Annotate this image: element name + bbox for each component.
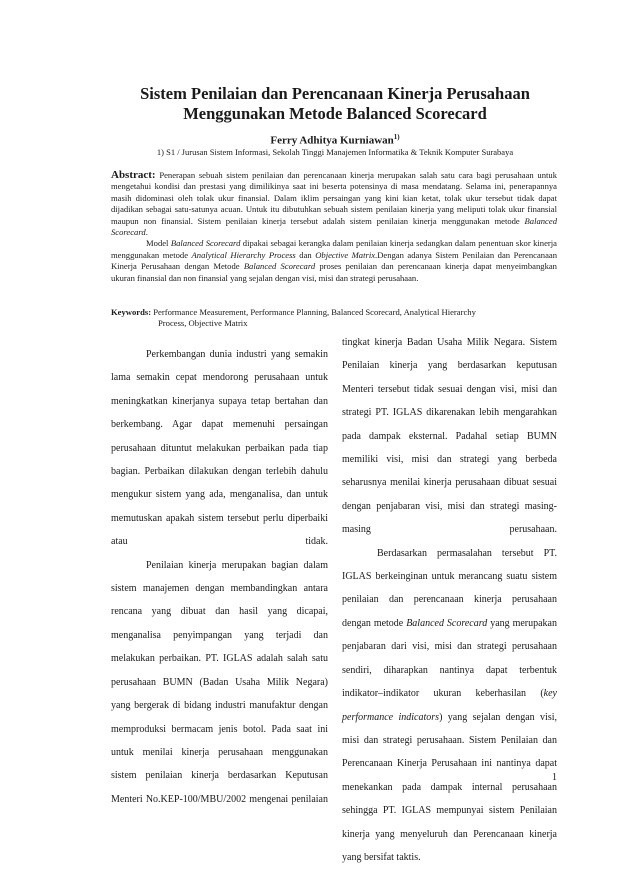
abstract bbox=[111, 170, 557, 284]
left-paragraph-1: Perkembangan dunia industri yang semakin lama semakin cepat mendorong perusahaan untuk meningkatkan kinerjanya supaya tetap bertahan dan berkembang. Agar dapat memenuhi persaingan perusahaan dituntut melakukan perbaikan pada tiap bagian. Perbaikan dilakukan dengan terlebih dahulu mengukur sistem yang ada, menganalisa, dan untuk memutuskan apakah sistem tersebut perlu diperbaiki atau tidak. bbox=[111, 349, 328, 548]
page-number: 1 bbox=[552, 772, 557, 783]
abstract-paragraph-2: Model Balanced Scorecard dipakai sebagai kerangka dalam penilaian kinerja sedangkan dalam penentuan skor kinerja menggunakan metode Analytical Hierarchy Process dan Objective Matrix.Dengan adanya Sistem Penilaian dan Perencanaan Kinerja Perusahaan dengan Metode Balanced Scorecard proses penilaian dan perencanaan kinerja dapat menyeimbangkan ukuran finansial dan non finansial yang sejalan dengan visi, misi dan strategi perusahaan. bbox=[111, 238, 557, 283]
author-superscript: 1) bbox=[393, 133, 400, 141]
keywords-line-2: Process, Objective Matrix bbox=[158, 318, 248, 329]
abstract-paragraph-1: Abstract: Penerapan sebuah sistem penilaian dan perencanaan kinerja merupakan salah satu cara bagi perusahaan untuk mengetahui kondisi dan prestasi yang dimilikinya saat ini beserta potensinya di masa mendatang. Selama ini, penerapannya masih didominasi oleh tolak ukur finansial. Dalam iklim persaingan yang kini kian ketat, tolak ukur tersebut tidak dapat dijadikan sebagai satu-satunya acuan. Untuk itu dibutuhkan sebuah sistem penilaian kinerja yang meliputi tolak ukur finansial maupun non finansial. Sistem penilaian kinerja tersebut adalah sistem penilaian kinerja menggunakan metode Balanced Scorecard. bbox=[111, 169, 557, 238]
body-left-column bbox=[111, 343, 328, 811]
keywords bbox=[111, 307, 557, 330]
left-paragraph-2: Penilaian kinerja merupakan bagian dalam sistem manajemen dengan membandingkan antara rencana yang dibuat dan hasil yang dicapai, menganalisa penyimpangan yang terjadi dan melakukan perbaikan. PT. IGLAS adalah salah satu perusahaan BUMN (Badan Usaha Milik Negara) yang bergerak di bidang industri manufaktur dengan memproduksi bermacam jenis botol. Pada saat ini untuk menilai kinerja perusahaan menggunakan sistem penilaian kinerja berdasarkan Keputusan Menteri No.KEP-100/MBU/2002 mengenai penilaian bbox=[111, 559, 328, 805]
author-name: Ferry Adhitya Kurniawan bbox=[270, 134, 394, 147]
paper-title bbox=[100, 84, 570, 124]
title-line-1: Sistem Penilaian dan Perencanaan Kinerja Perusahaan bbox=[140, 84, 530, 103]
right-paragraph-2: Berdasarkan permasalahan tersebut PT. IGLAS berkeinginan untuk merancang suatu sistem penilaian dan perencanaan kinerja perusahaan dengan metode Balanced Scorecard yang merupakan penjabaran dari visi, misi dan strategi perusahaan sendiri, diharapkan nantinya dapat terbentuk indikator–indikator ukuran keberhasilan (key performance indicators) yang sejalan dengan visi, misi dan strategi perusahaan. Sistem Penilaian dan Perencanaan Kinerja Perusahaan ini nantinya dapat menekankan pada dampak internal perusahaan sehingga PT. IGLAS mempunyai sistem Penilaian kinerja yang menyeluruh dan Perencanaan kinerja yang bersifat taktis. bbox=[342, 547, 558, 863]
abstract-label: Abstract: bbox=[111, 169, 156, 181]
affiliation: 1) S1 / Jurusan Sistem Informasi, Sekolah Tinggi Manajemen Informatika & Teknik Komputer Surabaya bbox=[156, 147, 514, 157]
body-right-column bbox=[342, 331, 557, 869]
keywords-label: Keywords: bbox=[111, 307, 152, 317]
keywords-line-1: Keywords: Performance Measurement, Performance Planning, Balanced Scorecard, Analytical Hierarchy bbox=[111, 307, 476, 317]
author-line bbox=[100, 131, 570, 148]
title-line-2: Menggunakan Metode Balanced Scorecard bbox=[183, 104, 487, 123]
right-paragraph-1: tingkat kinerja Badan Usaha Milik Negara. Sistem Penilaian kinerja yang berdasarkan keputusan Menteri tersebut tidak sesuai dengan visi, misi dan strategi PT. IGLAS dikarenakan lebih mengarahkan pada dampak eksternal. Padahal setiap BUMN memiliki visi, misi dan strategi yang berbeda seharusnya menilai kinerja perusahaan dibuat sesuai dengan penjabaran visi, misi dan strategi masing- masing perusahaan. bbox=[342, 337, 557, 536]
